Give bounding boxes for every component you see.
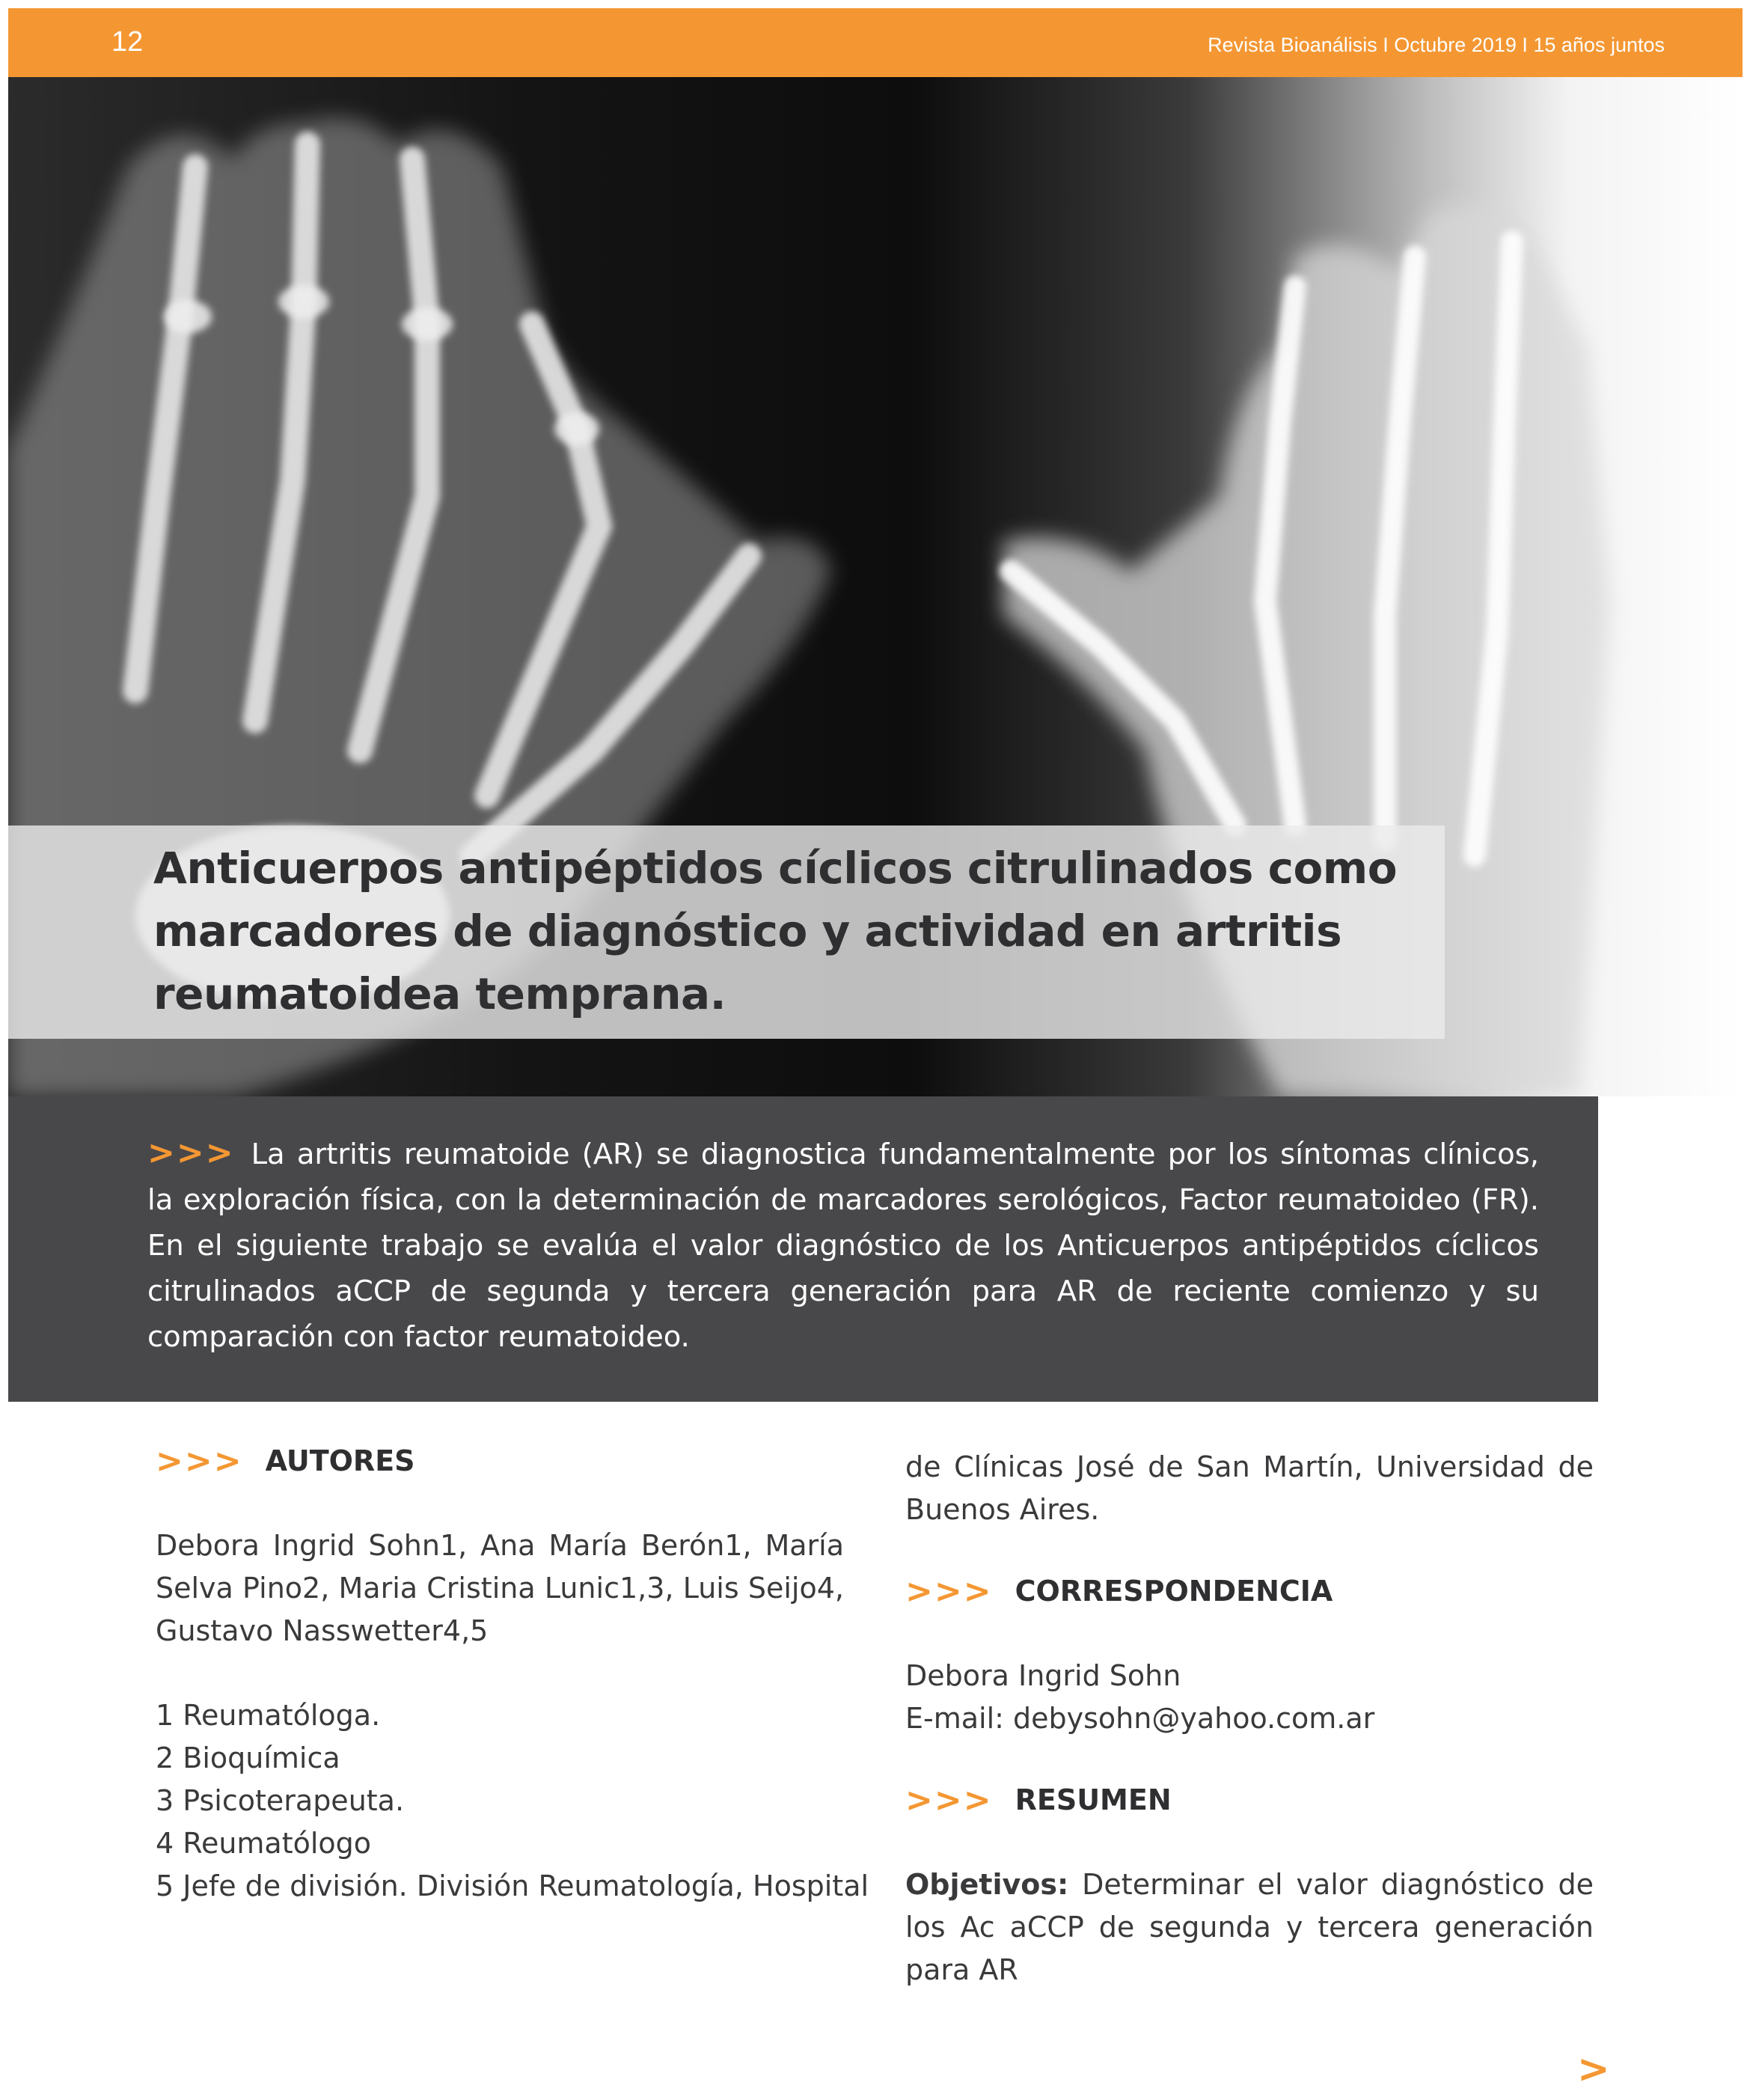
author-names: Debora Ingrid Sohn1, Ana María Berón1, María Selva Pino2, Maria Cristina Lunic1,3, Luis Seijo4, Gustavo Nasswetter4,5 [156, 1529, 844, 1647]
journal-running-title: Revista Bioanálisis I Octubre 2019 I 15 años juntos [1208, 34, 1665, 56]
authors-heading [156, 1440, 844, 1483]
section-arrows-icon: >>> [156, 1442, 243, 1480]
affiliation-item: 3 Psicoterapeuta. [156, 1784, 405, 1817]
affiliation-continued: de Clínicas José de San Martín, Universidad de Buenos Aires. [905, 1450, 1594, 1526]
header-bar [8, 8, 1743, 77]
objectives-text: Determinar el valor diagnóstico de los Ac aCCP de segunda y tercera generación para AR [905, 1868, 1594, 1986]
left-column [156, 1440, 869, 1908]
section-arrows-icon: >>> [905, 1781, 993, 1819]
section-arrows-icon: >>> [147, 1134, 235, 1172]
correspondence-heading-label: CORRESPONDENCIA [1015, 1575, 1333, 1608]
page-number: 12 [111, 26, 144, 58]
correspondence-email: E-mail: debysohn@yahoo.com.ar [905, 1702, 1375, 1735]
authors-heading-label: AUTORES [265, 1444, 415, 1477]
article-title: Anticuerpos antipéptidos cíclicos citrulinados como marcadores de diagnóstico y actividad en artritis reumatoidea temprana. [153, 843, 1398, 1019]
abstract-text: La artritis reumatoide (AR) se diagnostica fundamentalmente por los síntomas clínicos, la exploración física, con la determinación de marcadores serológicos, Factor reumatoideo (FR). En el siguiente trabajo se evalúa el valor diagnóstico de los Anticuerpos antipéptidos cíclicos citrulinados aCCP de segunda y tercera generación para AR de reciente comienzo y su comparación con factor reumatoideo. [147, 1138, 1539, 1354]
affiliation-list [156, 1694, 869, 1908]
objectives-label: Objetivos: [905, 1868, 1069, 1901]
section-arrows-icon: >>> [905, 1572, 993, 1611]
next-page-arrow-icon: > [1577, 2047, 1610, 2092]
correspondence-name: Debora Ingrid Sohn [905, 1659, 1181, 1692]
right-column [905, 1446, 1594, 1991]
summary-heading [905, 1779, 1594, 1822]
summary-paragraph [905, 1864, 1594, 1991]
affiliation-item: 4 Reumatólogo [156, 1827, 372, 1860]
correspondence-heading [905, 1570, 1594, 1613]
affiliation-item: 2 Bioquímica [156, 1742, 340, 1774]
abstract-paragraph [147, 1130, 1539, 1360]
affiliation-item: 5 Jefe de división. División Reumatología, Hospital [156, 1869, 869, 1902]
affiliation-item: 1 Reumatóloga. [156, 1699, 381, 1732]
summary-heading-label: RESUMEN [1015, 1783, 1172, 1816]
